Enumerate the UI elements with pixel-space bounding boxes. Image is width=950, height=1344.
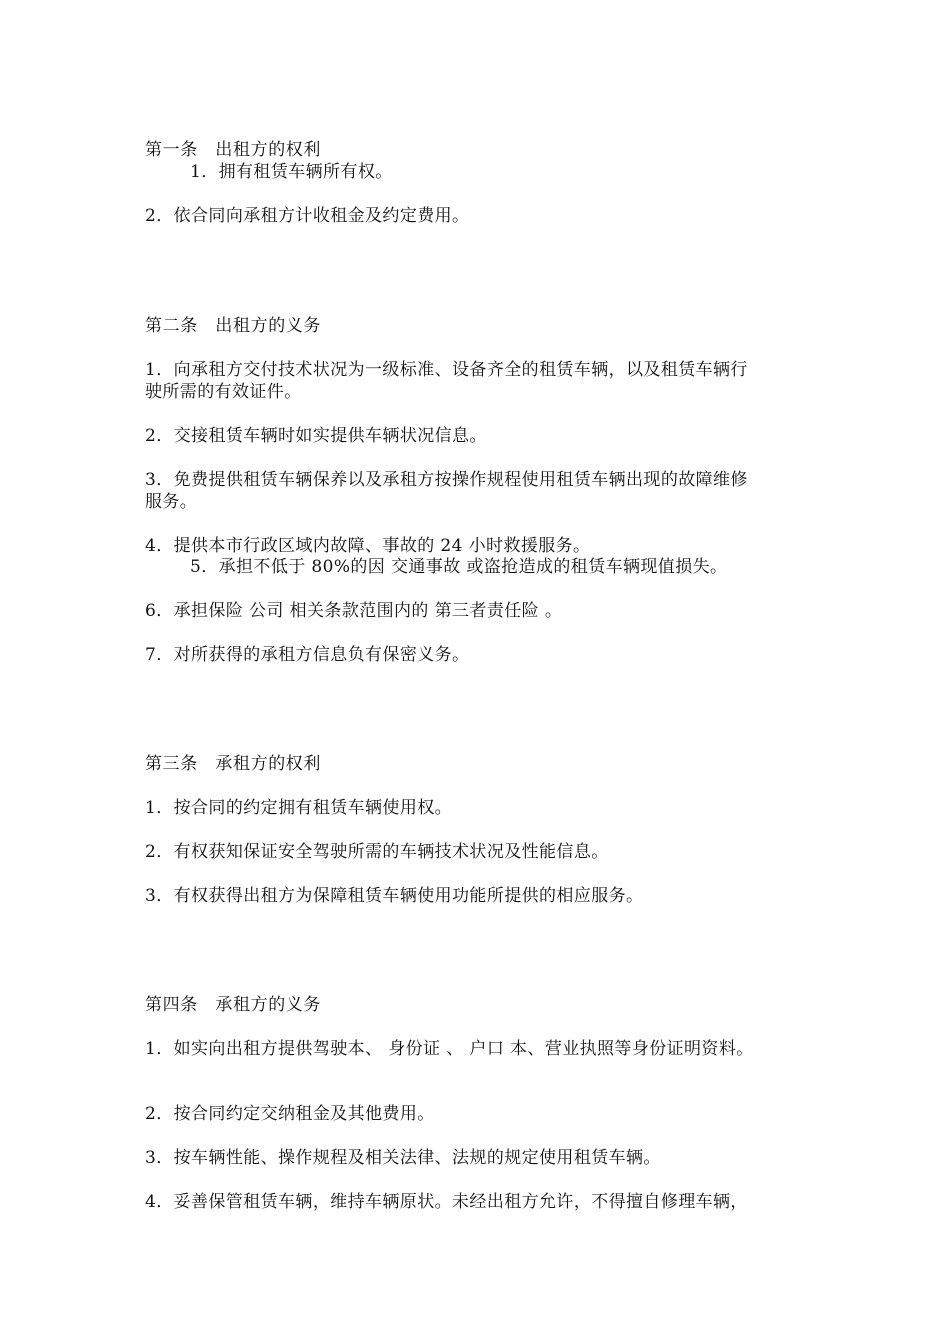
section-3-item-2: 2．有权获知保证安全驾驶所需的车辆技术状况及性能信息。 [145,842,609,862]
section-2-heading: 第二条 出租方的义务 [145,316,321,336]
section-2-item-3-cont: 服务。 [145,492,198,512]
section-1-heading: 第一条 出租方的权利 [145,140,321,160]
section-2-item-7: 7．对所获得的承租方信息负有保密义务。 [145,645,470,665]
section-2-item-3: 3．免费提供租赁车辆保养以及承租方按操作规程使用租赁车辆出现的故障维修 [145,470,748,490]
section-1-item-1: 1．拥有租赁车辆所有权。 [190,162,393,182]
section-3-item-1: 1．按合同的约定拥有租赁车辆使用权。 [145,798,453,818]
section-4-item-4: 4．妥善保管租赁车辆，维持车辆原状。未经出租方允许，不得擅自修理车辆， [145,1192,748,1212]
section-2-item-4: 4．提供本市行政区域内故障、事故的 24 小时救援服务。 [145,536,591,556]
section-2-item-6: 6．承担保险 公司 相关条款范围内的 第三者责任险 。 [145,601,563,621]
section-2-item-2: 2．交接租赁车辆时如实提供车辆状况信息。 [145,426,487,446]
section-2-item-1: 1．向承租方交付技术状况为一级标准、设备齐全的租赁车辆，以及租赁车辆行 [145,360,748,380]
section-2-item-5: 5．承担不低于 80%的因 交通事故 或盗抢造成的租赁车辆现值损失。 [190,557,728,577]
section-4-item-3: 3．按车辆性能、操作规程及相关法律、法规的规定使用租赁车辆。 [145,1148,661,1168]
section-3-item-3: 3．有权获得出租方为保障租赁车辆使用功能所提供的相应服务。 [145,886,644,906]
section-4-item-2: 2．按合同约定交纳租金及其他费用。 [145,1104,435,1124]
section-4-item-1: 1．如实向出租方提供驾驶本、 身份证 、 户口 本、营业执照等身份证明资料。 [145,1039,754,1059]
section-4-heading: 第四条 承租方的义务 [145,995,321,1015]
section-1-item-2: 2．依合同向承租方计收租金及约定费用。 [145,206,470,226]
section-2-item-1-cont: 驶所需的有效证件。 [145,382,302,402]
section-3-heading: 第三条 承租方的权利 [145,754,321,774]
